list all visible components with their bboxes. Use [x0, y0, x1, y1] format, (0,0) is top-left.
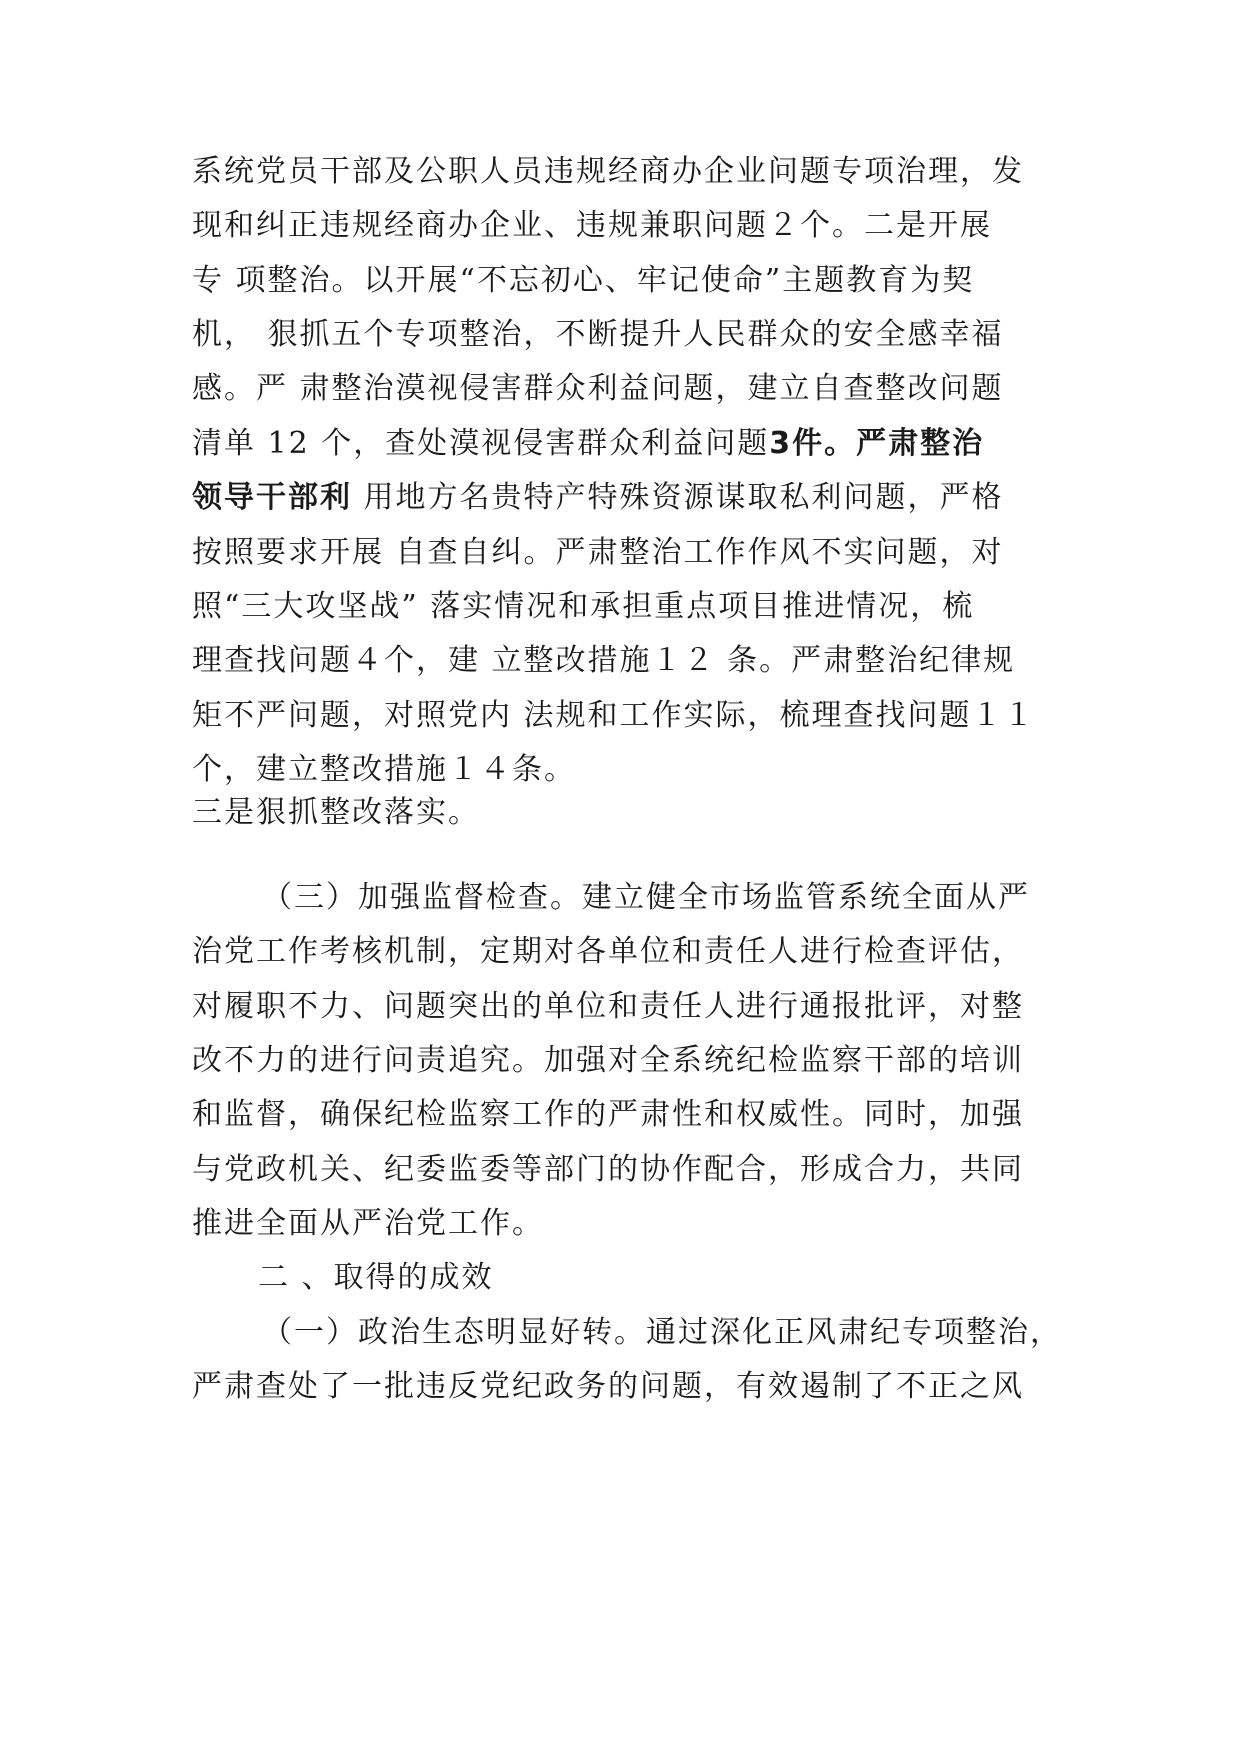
text-line-23: 严肃查处了一批违反党纪政务的问题，有效遏制了不正之风 — [192, 1369, 1024, 1404]
text-line-5: 感。严 肃整治漠视侵害群众利益问题，建立自查整改问题 — [192, 371, 1004, 406]
text-line-2: 现和纠正违规经商办企业、违规兼职问题２个。二是开展 — [192, 208, 992, 243]
text-line-18: 和监督，确保纪检监察工作的严肃性和权威性。同时，加强 — [192, 1097, 1024, 1132]
text-line-19: 与党政机关、纪委监委等部门的协作配合，形成合力，共同 — [192, 1152, 1024, 1187]
text-line-7 — [192, 478, 1004, 518]
text-line-12: 个，建立整改措施１４条。 — [192, 752, 576, 787]
text-line-10: 理查找问题４个，建 立整改措施１２ 条。严肃整治纪律规 — [192, 643, 1016, 678]
text-line-17: 改不力的进行问责追究。加强对全系统纪检监察干部的培训 — [192, 1043, 1024, 1078]
text-line-9: 照“三大攻坚战” 落实情况和承担重点项目推进情况，梳 — [192, 589, 975, 624]
text-line-20: 推进全面从严治党工作。 — [192, 1206, 544, 1241]
section-3-heading-line: （三）加强监督检查。建立健全市场监管系统全面从严 — [262, 880, 1030, 915]
text-line-7-normal: 用地方名贵特产特殊资源谋取私利问题，严格 — [352, 480, 1004, 515]
text-line-11: 矩不严问题，对照党内 法规和工作实际，梳理查找问题１１ — [192, 698, 1036, 733]
text-line-15: 治党工作考核机制，定期对各单位和责任人进行检查评估， — [192, 934, 1024, 969]
subsection-1-heading-line: （一）政治生态明显好转。通过深化正风肃纪专项整治， — [262, 1315, 1062, 1350]
text-line-7-bold: 领导干部利 — [192, 480, 352, 515]
text-line-1: 系统党员干部及公职人员违规经商办企业问题专项治理，发 — [192, 154, 1024, 189]
text-line-16: 对履职不力、问题突出的单位和责任人进行通报批评，对整 — [192, 989, 1024, 1024]
text-line-13: 三是狠抓整改落实。 — [192, 795, 480, 830]
text-line-6 — [192, 424, 984, 464]
text-line-8: 按照要求开展 自查自纠。严肃整治工作作风不实问题，对 — [192, 535, 1004, 570]
text-line-6-normal: 清单 12 个，查处漠视侵害群众利益问题 — [192, 426, 770, 461]
section-heading-achievements: 二 、取得的成效 — [258, 1260, 494, 1295]
text-line-6-bold: 3件。严肃整治 — [769, 426, 985, 461]
text-line-3: 专 项整治。以开展“不忘初心、牢记使命”主题教育为契 — [192, 263, 975, 298]
text-line-4: 机， 狠抓五个专项整治，不断提升人民群众的安全感幸福 — [192, 317, 1004, 352]
